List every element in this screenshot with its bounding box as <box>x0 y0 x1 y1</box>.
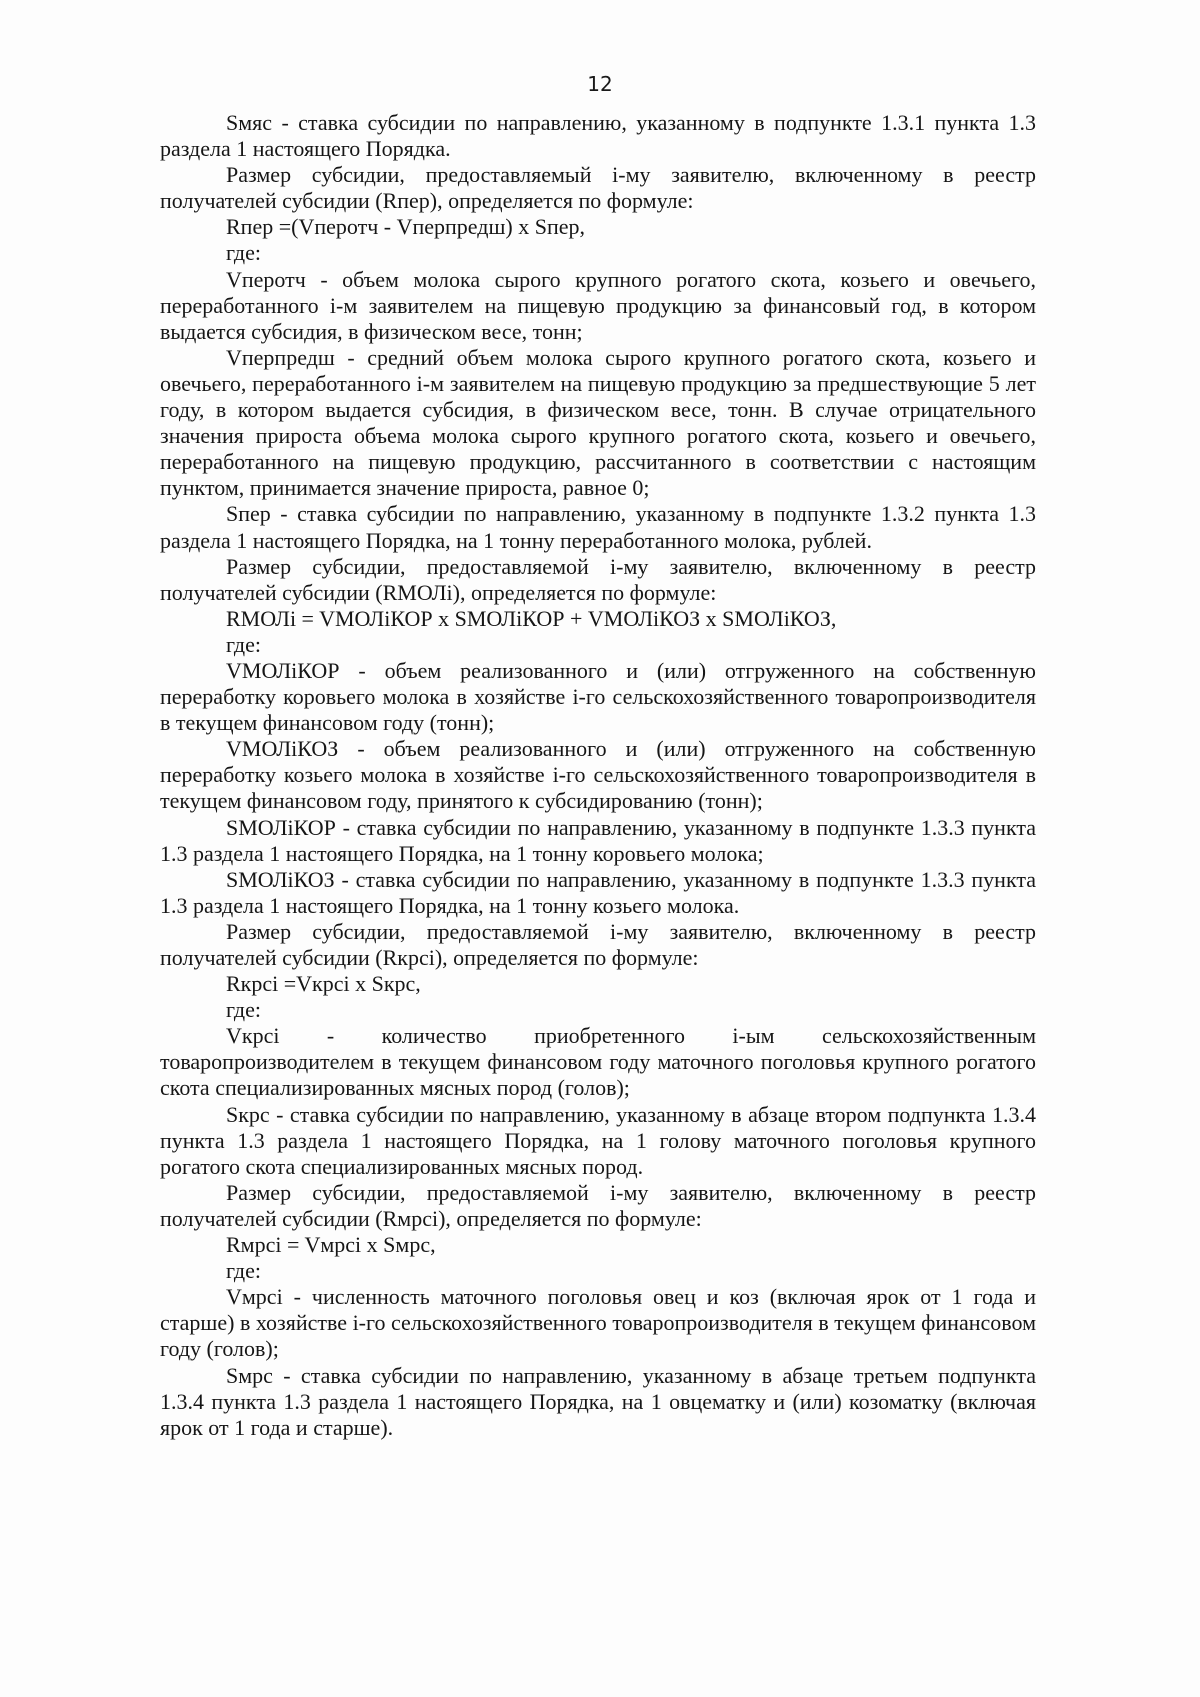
formula-r-krs: Rкрсi =Vкрсi x Sкрс, <box>226 971 421 997</box>
formula-r-mrs: Rмрсi = Vмрсi x Sмрс, <box>226 1232 436 1258</box>
paragraph-s-per-definition: Sпер - ставка субсидии по направлению, указанному в подпункте 1.3.2 пункта 1.3 раздела 1 настоящего Порядка, на 1 тонну переработанного молока, рублей. <box>160 501 1036 553</box>
paragraph-v-mrs-definition: Vмрсi - численность маточного поголовья овец и коз (включая ярок от 1 года и старше) в хозяйстве i-го сельскохозяйственного товаропроизводителя в текущем финансовом году (голов); <box>160 1284 1036 1362</box>
paragraph-s-mrs-definition: Sмрс - ставка субсидии по направлению, указанному в абзаце третьем подпункта 1.3.4 пункта 1.3 раздела 1 настоящего Порядка, на 1 овцематку и (или) козоматку (включая ярок от 1 года и старше). <box>160 1362 1036 1440</box>
document-body <box>160 110 1036 1441</box>
paragraph-r-krs-intro: Размер субсидии, предоставляемой i-му заявителю, включенному в реестр получателей субсидии (Rкрсi), определяется по формуле: <box>160 918 1036 970</box>
where-label: где: <box>226 240 261 266</box>
paragraph-v-perpredsh-definition: Vперпредш - средний объем молока сырого крупного рогатого скота, козьего и овечьего, переработанного i-м заявителем на пищевую продукцию за предшествующие 5 лет году, в котором выдается субсидия, в физическом весе, тонн. В случае отрицательного значения прироста объема молока сырого крупного рогатого скота, козьего и овечьего, переработанного на пищевую продукцию, рассчитанного в соответствии с настоящим пунктом, принимается значение прироста, равное 0; <box>160 344 1036 501</box>
paragraph-s-myas-definition: Sмяс - ставка субсидии по направлению, указанному в подпункте 1.3.1 пункта 1.3 раздела 1 настоящего Порядка. <box>160 110 1036 162</box>
formula-r-per: Rпер =(Vперотч - Vперпредш) x Sпер, <box>226 214 585 240</box>
paragraph-s-mol-koz-definition: SМОЛiКОЗ - ставка субсидии по направлению, указанному в подпункте 1.3.3 пункта 1.3 раздела 1 настоящего Порядка, на 1 тонну козьего молока. <box>160 866 1036 918</box>
where-label: где: <box>226 997 261 1023</box>
where-label: где: <box>226 1258 261 1284</box>
paragraph-s-mol-kor-definition: SМОЛiКОР - ставка субсидии по направлению, указанному в подпункте 1.3.3 пункта 1.3 раздела 1 настоящего Порядка, на 1 тонну коровьего молока; <box>160 814 1036 866</box>
page-number: 12 <box>587 72 613 96</box>
paragraph-r-mrs-intro: Размер субсидии, предоставляемой i-му заявителю, включенному в реестр получателей субсидии (Rмрсi), определяется по формуле: <box>160 1179 1036 1231</box>
paragraph-r-per-intro: Размер субсидии, предоставляемый i-му заявителю, включенному в реестр получателей субсидии (Rпер), определяется по формуле: <box>160 162 1036 214</box>
where-label: где: <box>226 631 261 657</box>
paragraph-v-perotch-definition: Vперотч - объем молока сырого крупного рогатого скота, козьего и овечьего, переработанного i-м заявителем на пищевую продукцию за финансовый год, в котором выдается субсидия, в физическом весе, тонн; <box>160 266 1036 344</box>
paragraph-v-mol-kor-definition: VМОЛiКОР - объем реализованного и (или) отгруженного на собственную переработку коровьего молока в хозяйстве i-го сельскохозяйственного товаропроизводителя в текущем финансовом году (тонн); <box>160 657 1036 736</box>
paragraph-v-krs-definition: Vкрсi - количество приобретенного i-ым сельскохозяйственным товаропроизводителем в текущем финансовом году маточного поголовья крупного рогатого скота специализированных мясных пород (голов); <box>160 1023 1036 1101</box>
paragraph-v-mol-koz-definition: VМОЛiКОЗ - объем реализованного и (или) отгруженного на собственную переработку козьего молока в хозяйстве i-го сельскохозяйственного товаропроизводителя в текущем финансовом году, принятого к субсидированию (тонн); <box>160 736 1036 814</box>
formula-r-mol: RМОЛi = VМОЛiКОР x SМОЛiКОР + VМОЛiКОЗ x SМОЛiКОЗ, <box>226 605 837 631</box>
paragraph-r-mol-intro: Размер субсидии, предоставляемой i-му заявителю, включенному в реестр получателей субсидии (RМОЛi), определяется по формуле: <box>160 553 1036 605</box>
paragraph-s-krs-definition: Sкрс - ставка субсидии по направлению, указанному в абзаце втором подпункта 1.3.4 пункта 1.3 раздела 1 настоящего Порядка, на 1 голову маточного поголовья крупного рогатого скота специализированных мясных пород. <box>160 1101 1036 1179</box>
